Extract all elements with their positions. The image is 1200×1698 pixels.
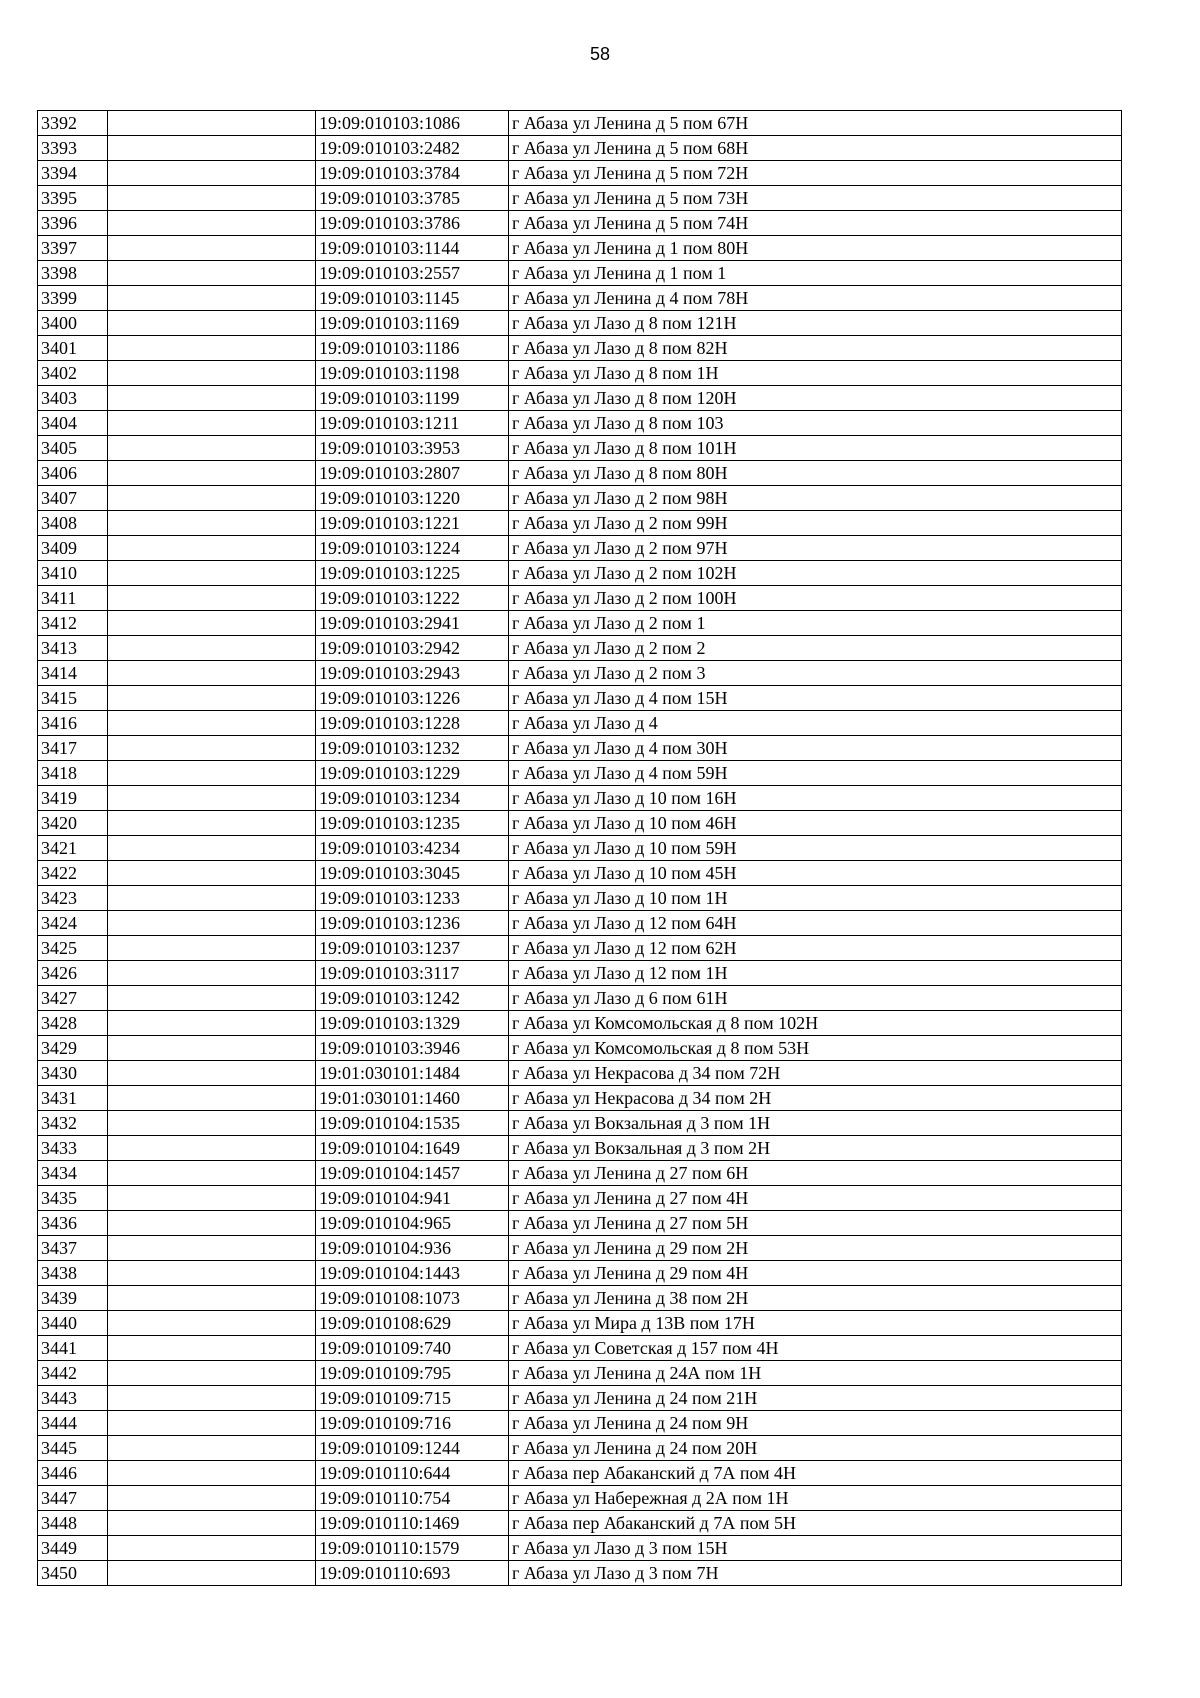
address-cell: г Абаза ул Лазо д 2 пом 2 bbox=[509, 636, 1122, 661]
table-row bbox=[38, 886, 1122, 911]
table-row bbox=[38, 486, 1122, 511]
address-cell: г Абаза ул Лазо д 2 пом 98Н bbox=[509, 486, 1122, 511]
row-number-cell: 3411 bbox=[38, 586, 108, 611]
table-row bbox=[38, 161, 1122, 186]
cadastral-number-cell: 19:09:010103:3785 bbox=[316, 186, 509, 211]
blank-cell bbox=[108, 711, 316, 736]
blank-cell bbox=[108, 211, 316, 236]
blank-cell bbox=[108, 961, 316, 986]
blank-cell bbox=[108, 361, 316, 386]
cadastral-number-cell: 19:09:010103:2557 bbox=[316, 261, 509, 286]
blank-cell bbox=[108, 511, 316, 536]
page-number: 58 bbox=[589, 44, 611, 64]
table-row bbox=[38, 436, 1122, 461]
blank-cell bbox=[108, 1011, 316, 1036]
address-cell: г Абаза ул Лазо д 2 пом 99Н bbox=[509, 511, 1122, 536]
address-cell: г Абаза ул Комсомольская д 8 пом 102Н bbox=[509, 1011, 1122, 1036]
registry-table bbox=[37, 110, 1122, 1586]
address-cell: г Абаза ул Некрасова д 34 пом 72Н bbox=[509, 1061, 1122, 1086]
address-cell: г Абаза ул Лазо д 10 пом 46Н bbox=[509, 811, 1122, 836]
row-number-cell: 3406 bbox=[38, 461, 108, 486]
blank-cell bbox=[108, 1411, 316, 1436]
row-number-cell: 3449 bbox=[38, 1536, 108, 1561]
row-number-cell: 3398 bbox=[38, 261, 108, 286]
address-cell: г Абаза ул Ленина д 5 пом 74Н bbox=[509, 211, 1122, 236]
cadastral-number-cell: 19:09:010110:693 bbox=[316, 1561, 509, 1586]
table-row bbox=[38, 936, 1122, 961]
blank-cell bbox=[108, 461, 316, 486]
row-number-cell: 3431 bbox=[38, 1086, 108, 1111]
row-number-cell: 3402 bbox=[38, 361, 108, 386]
blank-cell bbox=[108, 436, 316, 461]
row-number-cell: 3407 bbox=[38, 486, 108, 511]
cadastral-number-cell: 19:09:010103:4234 bbox=[316, 836, 509, 861]
cadastral-number-cell: 19:09:010103:1236 bbox=[316, 911, 509, 936]
row-number-cell: 3450 bbox=[38, 1561, 108, 1586]
cadastral-number-cell: 19:09:010103:3786 bbox=[316, 211, 509, 236]
table-row bbox=[38, 1086, 1122, 1111]
blank-cell bbox=[108, 336, 316, 361]
cadastral-number-cell: 19:09:010103:2807 bbox=[316, 461, 509, 486]
table-row bbox=[38, 1111, 1122, 1136]
blank-cell bbox=[108, 1536, 316, 1561]
blank-cell bbox=[108, 1386, 316, 1411]
row-number-cell: 3420 bbox=[38, 811, 108, 836]
cadastral-number-cell: 19:09:010104:1443 bbox=[316, 1261, 509, 1286]
cadastral-number-cell: 19:09:010103:1220 bbox=[316, 486, 509, 511]
row-number-cell: 3439 bbox=[38, 1286, 108, 1311]
address-cell: г Абаза ул Лазо д 3 пом 15Н bbox=[509, 1536, 1122, 1561]
row-number-cell: 3419 bbox=[38, 786, 108, 811]
cadastral-number-cell: 19:09:010103:3946 bbox=[316, 1036, 509, 1061]
table-row bbox=[38, 386, 1122, 411]
blank-cell bbox=[108, 1311, 316, 1336]
blank-cell bbox=[108, 261, 316, 286]
row-number-cell: 3394 bbox=[38, 161, 108, 186]
row-number-cell: 3442 bbox=[38, 1361, 108, 1386]
address-cell: г Абаза ул Лазо д 2 пом 100Н bbox=[509, 586, 1122, 611]
table-row bbox=[38, 286, 1122, 311]
address-cell: г Абаза ул Лазо д 2 пом 3 bbox=[509, 661, 1122, 686]
blank-cell bbox=[108, 911, 316, 936]
address-cell: г Абаза ул Лазо д 2 пом 97Н bbox=[509, 536, 1122, 561]
table-row bbox=[38, 761, 1122, 786]
cadastral-number-cell: 19:09:010103:3784 bbox=[316, 161, 509, 186]
blank-cell bbox=[108, 411, 316, 436]
address-cell: г Абаза ул Лазо д 12 пом 62Н bbox=[509, 936, 1122, 961]
blank-cell bbox=[108, 161, 316, 186]
cadastral-number-cell: 19:01:030101:1460 bbox=[316, 1086, 509, 1111]
blank-cell bbox=[108, 561, 316, 586]
table-row bbox=[38, 336, 1122, 361]
address-cell: г Абаза ул Лазо д 12 пом 1Н bbox=[509, 961, 1122, 986]
row-number-cell: 3409 bbox=[38, 536, 108, 561]
blank-cell bbox=[108, 761, 316, 786]
row-number-cell: 3414 bbox=[38, 661, 108, 686]
row-number-cell: 3448 bbox=[38, 1511, 108, 1536]
table-row bbox=[38, 1186, 1122, 1211]
table-row bbox=[38, 1436, 1122, 1461]
blank-cell bbox=[108, 1136, 316, 1161]
blank-cell bbox=[108, 586, 316, 611]
table-row bbox=[38, 1411, 1122, 1436]
cadastral-number-cell: 19:09:010103:1222 bbox=[316, 586, 509, 611]
address-cell: г Абаза ул Ленина д 5 пом 68Н bbox=[509, 136, 1122, 161]
address-cell: г Абаза ул Лазо д 4 bbox=[509, 711, 1122, 736]
address-cell: г Абаза ул Лазо д 10 пом 45Н bbox=[509, 861, 1122, 886]
blank-cell bbox=[108, 811, 316, 836]
table-row bbox=[38, 1486, 1122, 1511]
blank-cell bbox=[108, 611, 316, 636]
table-row bbox=[38, 361, 1122, 386]
cadastral-number-cell: 19:09:010110:754 bbox=[316, 1486, 509, 1511]
row-number-cell: 3436 bbox=[38, 1211, 108, 1236]
blank-cell bbox=[108, 386, 316, 411]
row-number-cell: 3393 bbox=[38, 136, 108, 161]
table-row bbox=[38, 611, 1122, 636]
blank-cell bbox=[108, 1436, 316, 1461]
row-number-cell: 3427 bbox=[38, 986, 108, 1011]
table-row bbox=[38, 786, 1122, 811]
row-number-cell: 3418 bbox=[38, 761, 108, 786]
row-number-cell: 3396 bbox=[38, 211, 108, 236]
row-number-cell: 3422 bbox=[38, 861, 108, 886]
table-row bbox=[38, 636, 1122, 661]
row-number-cell: 3434 bbox=[38, 1161, 108, 1186]
address-cell: г Абаза ул Ленина д 5 пом 73Н bbox=[509, 186, 1122, 211]
blank-cell bbox=[108, 136, 316, 161]
row-number-cell: 3440 bbox=[38, 1311, 108, 1336]
cadastral-number-cell: 19:09:010103:1169 bbox=[316, 311, 509, 336]
cadastral-number-cell: 19:09:010103:1329 bbox=[316, 1011, 509, 1036]
blank-cell bbox=[108, 1061, 316, 1086]
blank-cell bbox=[108, 486, 316, 511]
row-number-cell: 3441 bbox=[38, 1336, 108, 1361]
cadastral-number-cell: 19:09:010103:3953 bbox=[316, 436, 509, 461]
address-cell: г Абаза ул Лазо д 8 пом 101Н bbox=[509, 436, 1122, 461]
table-row bbox=[38, 1461, 1122, 1486]
row-number-cell: 3400 bbox=[38, 311, 108, 336]
table-row bbox=[38, 1011, 1122, 1036]
blank-cell bbox=[108, 286, 316, 311]
table-row bbox=[38, 836, 1122, 861]
row-number-cell: 3444 bbox=[38, 1411, 108, 1436]
address-cell: г Абаза ул Некрасова д 34 пом 2Н bbox=[509, 1086, 1122, 1111]
row-number-cell: 3416 bbox=[38, 711, 108, 736]
table-row bbox=[38, 586, 1122, 611]
cadastral-number-cell: 19:09:010104:965 bbox=[316, 1211, 509, 1236]
cadastral-number-cell: 19:09:010103:1198 bbox=[316, 361, 509, 386]
blank-cell bbox=[108, 986, 316, 1011]
cadastral-number-cell: 19:09:010109:716 bbox=[316, 1411, 509, 1436]
address-cell: г Абаза ул Ленина д 5 пом 67Н bbox=[509, 111, 1122, 136]
cadastral-number-cell: 19:09:010110:1469 bbox=[316, 1511, 509, 1536]
cadastral-number-cell: 19:09:010103:1228 bbox=[316, 711, 509, 736]
table-row bbox=[38, 1536, 1122, 1561]
table-row bbox=[38, 1511, 1122, 1536]
cadastral-number-cell: 19:09:010103:1225 bbox=[316, 561, 509, 586]
address-cell: г Абаза ул Лазо д 8 пом 80Н bbox=[509, 461, 1122, 486]
row-number-cell: 3408 bbox=[38, 511, 108, 536]
row-number-cell: 3437 bbox=[38, 1236, 108, 1261]
table-row bbox=[38, 311, 1122, 336]
table-row bbox=[38, 511, 1122, 536]
row-number-cell: 3405 bbox=[38, 436, 108, 461]
address-cell: г Абаза ул Ленина д 24 пом 9Н bbox=[509, 1411, 1122, 1436]
address-cell: г Абаза ул Лазо д 6 пом 61Н bbox=[509, 986, 1122, 1011]
address-cell: г Абаза ул Ленина д 1 пом 1 bbox=[509, 261, 1122, 286]
cadastral-number-cell: 19:09:010103:1234 bbox=[316, 786, 509, 811]
cadastral-number-cell: 19:09:010103:1199 bbox=[316, 386, 509, 411]
table-row bbox=[38, 1161, 1122, 1186]
table-row bbox=[38, 1286, 1122, 1311]
blank-cell bbox=[108, 1261, 316, 1286]
cadastral-number-cell: 19:09:010103:1242 bbox=[316, 986, 509, 1011]
blank-cell bbox=[108, 236, 316, 261]
table-row bbox=[38, 186, 1122, 211]
row-number-cell: 3399 bbox=[38, 286, 108, 311]
row-number-cell: 3397 bbox=[38, 236, 108, 261]
registry-table-body bbox=[38, 111, 1122, 1586]
table-row bbox=[38, 536, 1122, 561]
cadastral-number-cell: 19:09:010103:1144 bbox=[316, 236, 509, 261]
row-number-cell: 3443 bbox=[38, 1386, 108, 1411]
row-number-cell: 3395 bbox=[38, 186, 108, 211]
blank-cell bbox=[108, 1486, 316, 1511]
blank-cell bbox=[108, 186, 316, 211]
table-row bbox=[38, 561, 1122, 586]
cadastral-number-cell: 19:09:010104:941 bbox=[316, 1186, 509, 1211]
table-row bbox=[38, 1386, 1122, 1411]
row-number-cell: 3415 bbox=[38, 686, 108, 711]
blank-cell bbox=[108, 1461, 316, 1486]
address-cell: г Абаза ул Мира д 13В пом 17Н bbox=[509, 1311, 1122, 1336]
address-cell: г Абаза ул Комсомольская д 8 пом 53Н bbox=[509, 1036, 1122, 1061]
cadastral-number-cell: 19:09:010104:1649 bbox=[316, 1136, 509, 1161]
cadastral-number-cell: 19:09:010103:2943 bbox=[316, 661, 509, 686]
cadastral-number-cell: 19:09:010103:1233 bbox=[316, 886, 509, 911]
blank-cell bbox=[108, 1361, 316, 1386]
row-number-cell: 3425 bbox=[38, 936, 108, 961]
table-row bbox=[38, 686, 1122, 711]
blank-cell bbox=[108, 1086, 316, 1111]
blank-cell bbox=[108, 886, 316, 911]
cadastral-number-cell: 19:09:010103:1221 bbox=[316, 511, 509, 536]
address-cell: г Абаза ул Набережная д 2А пом 1Н bbox=[509, 1486, 1122, 1511]
table-row bbox=[38, 1236, 1122, 1261]
row-number-cell: 3429 bbox=[38, 1036, 108, 1061]
blank-cell bbox=[108, 1236, 316, 1261]
address-cell: г Абаза ул Лазо д 2 пом 102Н bbox=[509, 561, 1122, 586]
row-number-cell: 3446 bbox=[38, 1461, 108, 1486]
row-number-cell: 3403 bbox=[38, 386, 108, 411]
blank-cell bbox=[108, 311, 316, 336]
table-row bbox=[38, 1211, 1122, 1236]
cadastral-number-cell: 19:09:010109:715 bbox=[316, 1386, 509, 1411]
table-row bbox=[38, 1361, 1122, 1386]
cadastral-number-cell: 19:09:010103:1224 bbox=[316, 536, 509, 561]
cadastral-number-cell: 19:09:010109:1244 bbox=[316, 1436, 509, 1461]
table-row bbox=[38, 461, 1122, 486]
table-row bbox=[38, 236, 1122, 261]
table-row bbox=[38, 986, 1122, 1011]
cadastral-number-cell: 19:09:010103:1211 bbox=[316, 411, 509, 436]
address-cell: г Абаза ул Ленина д 27 пом 4Н bbox=[509, 1186, 1122, 1211]
cadastral-number-cell: 19:09:010108:629 bbox=[316, 1311, 509, 1336]
blank-cell bbox=[108, 536, 316, 561]
row-number-cell: 3417 bbox=[38, 736, 108, 761]
address-cell: г Абаза ул Лазо д 12 пом 64Н bbox=[509, 911, 1122, 936]
table-row bbox=[38, 211, 1122, 236]
row-number-cell: 3412 bbox=[38, 611, 108, 636]
blank-cell bbox=[108, 1286, 316, 1311]
address-cell: г Абаза пер Абаканский д 7А пом 5Н bbox=[509, 1511, 1122, 1536]
table-row bbox=[38, 111, 1122, 136]
address-cell: г Абаза ул Лазо д 4 пом 59Н bbox=[509, 761, 1122, 786]
address-cell: г Абаза ул Ленина д 4 пом 78Н bbox=[509, 286, 1122, 311]
address-cell: г Абаза ул Лазо д 4 пом 30Н bbox=[509, 736, 1122, 761]
blank-cell bbox=[108, 1211, 316, 1236]
address-cell: г Абаза ул Лазо д 3 пом 7Н bbox=[509, 1561, 1122, 1586]
blank-cell bbox=[108, 1111, 316, 1136]
address-cell: г Абаза ул Ленина д 38 пом 2Н bbox=[509, 1286, 1122, 1311]
table-row bbox=[38, 711, 1122, 736]
table-row bbox=[38, 261, 1122, 286]
row-number-cell: 3404 bbox=[38, 411, 108, 436]
address-cell: г Абаза ул Ленина д 29 пом 4Н bbox=[509, 1261, 1122, 1286]
cadastral-number-cell: 19:09:010103:3117 bbox=[316, 961, 509, 986]
table-row bbox=[38, 411, 1122, 436]
blank-cell bbox=[108, 1561, 316, 1586]
row-number-cell: 3432 bbox=[38, 1111, 108, 1136]
address-cell: г Абаза ул Ленина д 27 пом 6Н bbox=[509, 1161, 1122, 1186]
row-number-cell: 3423 bbox=[38, 886, 108, 911]
cadastral-number-cell: 19:09:010103:1232 bbox=[316, 736, 509, 761]
cadastral-number-cell: 19:09:010104:1457 bbox=[316, 1161, 509, 1186]
row-number-cell: 3410 bbox=[38, 561, 108, 586]
row-number-cell: 3401 bbox=[38, 336, 108, 361]
table-row bbox=[38, 136, 1122, 161]
cadastral-number-cell: 19:09:010103:1235 bbox=[316, 811, 509, 836]
row-number-cell: 3445 bbox=[38, 1436, 108, 1461]
blank-cell bbox=[108, 936, 316, 961]
cadastral-number-cell: 19:01:030101:1484 bbox=[316, 1061, 509, 1086]
table-row bbox=[38, 911, 1122, 936]
address-cell: г Абаза ул Лазо д 10 пом 1Н bbox=[509, 886, 1122, 911]
blank-cell bbox=[108, 686, 316, 711]
table-row bbox=[38, 811, 1122, 836]
row-number-cell: 3428 bbox=[38, 1011, 108, 1036]
cadastral-number-cell: 19:09:010103:1186 bbox=[316, 336, 509, 361]
blank-cell bbox=[108, 1036, 316, 1061]
blank-cell bbox=[108, 836, 316, 861]
row-number-cell: 3433 bbox=[38, 1136, 108, 1161]
blank-cell bbox=[108, 1511, 316, 1536]
table-row bbox=[38, 1061, 1122, 1086]
address-cell: г Абаза пер Абаканский д 7А пом 4Н bbox=[509, 1461, 1122, 1486]
cadastral-number-cell: 19:09:010110:1579 bbox=[316, 1536, 509, 1561]
address-cell: г Абаза ул Лазо д 8 пом 82Н bbox=[509, 336, 1122, 361]
cadastral-number-cell: 19:09:010103:3045 bbox=[316, 861, 509, 886]
row-number-cell: 3413 bbox=[38, 636, 108, 661]
cadastral-number-cell: 19:09:010103:1145 bbox=[316, 286, 509, 311]
address-cell: г Абаза ул Ленина д 24 пом 20Н bbox=[509, 1436, 1122, 1461]
cadastral-number-cell: 19:09:010108:1073 bbox=[316, 1286, 509, 1311]
blank-cell bbox=[108, 111, 316, 136]
address-cell: г Абаза ул Лазо д 10 пом 16Н bbox=[509, 786, 1122, 811]
address-cell: г Абаза ул Лазо д 8 пом 121Н bbox=[509, 311, 1122, 336]
row-number-cell: 3447 bbox=[38, 1486, 108, 1511]
row-number-cell: 3424 bbox=[38, 911, 108, 936]
cadastral-number-cell: 19:09:010103:2942 bbox=[316, 636, 509, 661]
cadastral-number-cell: 19:09:010103:2941 bbox=[316, 611, 509, 636]
row-number-cell: 3430 bbox=[38, 1061, 108, 1086]
row-number-cell: 3421 bbox=[38, 836, 108, 861]
row-number-cell: 3438 bbox=[38, 1261, 108, 1286]
cadastral-number-cell: 19:09:010103:2482 bbox=[316, 136, 509, 161]
blank-cell bbox=[108, 736, 316, 761]
address-cell: г Абаза ул Советская д 157 пом 4Н bbox=[509, 1336, 1122, 1361]
table-row bbox=[38, 661, 1122, 686]
blank-cell bbox=[108, 636, 316, 661]
address-cell: г Абаза ул Лазо д 2 пом 1 bbox=[509, 611, 1122, 636]
cadastral-number-cell: 19:09:010104:1535 bbox=[316, 1111, 509, 1136]
address-cell: г Абаза ул Ленина д 24А пом 1Н bbox=[509, 1361, 1122, 1386]
address-cell: г Абаза ул Лазо д 8 пом 1Н bbox=[509, 361, 1122, 386]
table-row bbox=[38, 1136, 1122, 1161]
blank-cell bbox=[108, 661, 316, 686]
address-cell: г Абаза ул Лазо д 8 пом 103 bbox=[509, 411, 1122, 436]
cadastral-number-cell: 19:09:010103:1237 bbox=[316, 936, 509, 961]
address-cell: г Абаза ул Ленина д 1 пом 80Н bbox=[509, 236, 1122, 261]
cadastral-number-cell: 19:09:010103:1229 bbox=[316, 761, 509, 786]
blank-cell bbox=[108, 861, 316, 886]
cadastral-number-cell: 19:09:010109:740 bbox=[316, 1336, 509, 1361]
address-cell: г Абаза ул Ленина д 5 пом 72Н bbox=[509, 161, 1122, 186]
blank-cell bbox=[108, 1161, 316, 1186]
blank-cell bbox=[108, 1186, 316, 1211]
table-row bbox=[38, 1561, 1122, 1586]
blank-cell bbox=[108, 786, 316, 811]
table-row bbox=[38, 861, 1122, 886]
address-cell: г Абаза ул Вокзальная д 3 пом 1Н bbox=[509, 1111, 1122, 1136]
table-row bbox=[38, 736, 1122, 761]
row-number-cell: 3426 bbox=[38, 961, 108, 986]
cadastral-number-cell: 19:09:010104:936 bbox=[316, 1236, 509, 1261]
address-cell: г Абаза ул Лазо д 4 пом 15Н bbox=[509, 686, 1122, 711]
table-row bbox=[38, 1311, 1122, 1336]
row-number-cell: 3435 bbox=[38, 1186, 108, 1211]
row-number-cell: 3392 bbox=[38, 111, 108, 136]
blank-cell bbox=[108, 1336, 316, 1361]
address-cell: г Абаза ул Ленина д 29 пом 2Н bbox=[509, 1236, 1122, 1261]
cadastral-number-cell: 19:09:010109:795 bbox=[316, 1361, 509, 1386]
cadastral-number-cell: 19:09:010110:644 bbox=[316, 1461, 509, 1486]
address-cell: г Абаза ул Вокзальная д 3 пом 2Н bbox=[509, 1136, 1122, 1161]
table-row bbox=[38, 1036, 1122, 1061]
cadastral-number-cell: 19:09:010103:1086 bbox=[316, 111, 509, 136]
table-row bbox=[38, 1336, 1122, 1361]
address-cell: г Абаза ул Лазо д 8 пом 120Н bbox=[509, 386, 1122, 411]
table-row bbox=[38, 961, 1122, 986]
address-cell: г Абаза ул Лазо д 10 пом 59Н bbox=[509, 836, 1122, 861]
address-cell: г Абаза ул Ленина д 24 пом 21Н bbox=[509, 1386, 1122, 1411]
cadastral-number-cell: 19:09:010103:1226 bbox=[316, 686, 509, 711]
address-cell: г Абаза ул Ленина д 27 пом 5Н bbox=[509, 1211, 1122, 1236]
table-row bbox=[38, 1261, 1122, 1286]
